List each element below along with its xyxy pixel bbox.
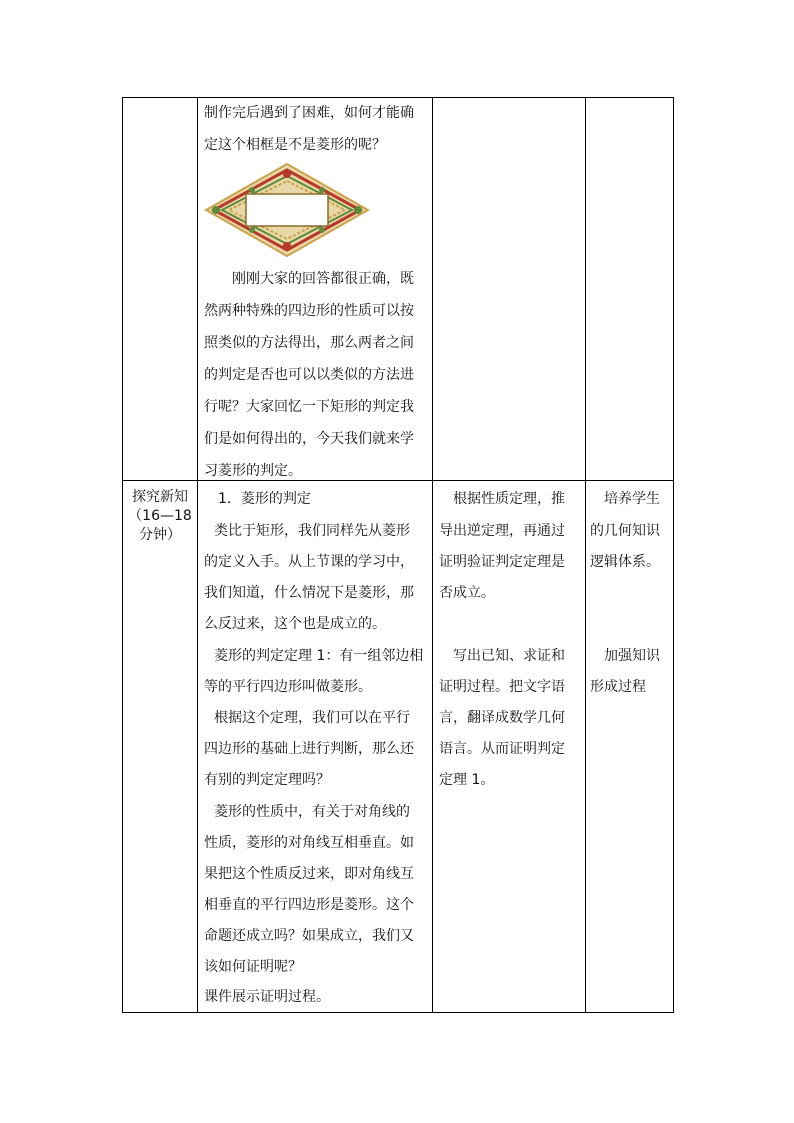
text-line: 根据这个定理，我们可以在平行 (214, 710, 410, 726)
text-line: 菱形的性质中，有关于对角线的 (214, 804, 410, 820)
text-line: 逻辑体系。 (590, 554, 660, 570)
text-line: 写出已知、求证和 (453, 648, 565, 664)
text-line: 言，翻译成数学几何 (439, 710, 565, 726)
text-line: 培养学生 (604, 491, 660, 507)
text-line: 课件展示证明过程。 (204, 989, 330, 1005)
text-line: 制作完后遇到了困难，如何才能确 (204, 105, 414, 121)
text-line: 的定义入手。从上节课的学习中， (204, 554, 414, 570)
text-line: 四边形的基础上进行判断，那么还 (204, 741, 414, 757)
row1-teacher-activity-cell (198, 98, 432, 480)
text-line: 命题还成立吗？如果成立，我们又 (204, 928, 414, 944)
row2-teacher-activity-cell (198, 481, 432, 1012)
text-line: 相垂直的平行四边形是菱形。这个 (204, 897, 414, 913)
stage-duration: （16—18 (128, 508, 192, 524)
text-line: 定理 1。 (439, 772, 495, 788)
text-line: 形成过程 (590, 679, 646, 695)
text-line: 该如何证明呢？ (204, 959, 302, 975)
text-line: 导出逆定理，再通过 (439, 523, 565, 539)
text-line: 习菱形的判定。 (204, 463, 302, 479)
stage-label: 探究新知 (132, 489, 188, 505)
text-line: 果把这个性质反过来，即对角线互 (204, 866, 414, 882)
text-line: 们是如何得出的，今天我们就来学 (204, 431, 414, 447)
theorem-line: 菱形的判定定理 1：有一组邻边相 (214, 648, 424, 664)
text-line: 定这个相框是不是菱形的呢？ (204, 137, 386, 153)
text-line: 的判定是否也可以以类似的方法进 (204, 367, 414, 383)
table-right-border (673, 97, 674, 1013)
row2-student-activity-cell (433, 481, 585, 1012)
text-line: 么反过来，这个也是成立的。 (204, 616, 386, 632)
text-line: 有别的判定定理吗？ (204, 772, 330, 788)
text-line: 语言。从而证明判定 (439, 741, 565, 757)
rhombus-photo-frame-image (204, 162, 370, 258)
text-line: 行呢？大家回忆一下矩形的判定我 (204, 399, 414, 415)
section-heading: 1．菱形的判定 (218, 491, 311, 507)
text-line: 证明过程。把文字语 (439, 679, 565, 695)
row2-purpose-cell (586, 481, 672, 1012)
text-line: 刚刚大家的回答都很正确，既 (232, 271, 414, 287)
text-line: 加强知识 (604, 648, 660, 664)
text-line: 照类似的方法得出，那么两者之间 (204, 335, 414, 351)
theorem-line: 等的平行四边形叫做菱形。 (204, 679, 372, 695)
text-line: 类比于矩形，我们同样先从菱形 (214, 523, 410, 539)
text-line: 证明验证判定定理是 (439, 554, 565, 570)
text-line: 根据性质定理，推 (453, 491, 565, 507)
row2-stage-cell (123, 481, 197, 1012)
text-line: 的几何知识 (590, 523, 660, 539)
text-line: 我们知道，什么情况下是菱形，那 (204, 585, 414, 601)
text-line: 否成立。 (439, 585, 495, 601)
text-line: 性质，菱形的对角线互相垂直。如 (204, 835, 414, 851)
stage-duration-unit: 分钟） (139, 527, 181, 543)
table-bottom-border (122, 1012, 674, 1013)
text-line: 然两种特殊的四边形的性质可以按 (204, 303, 414, 319)
